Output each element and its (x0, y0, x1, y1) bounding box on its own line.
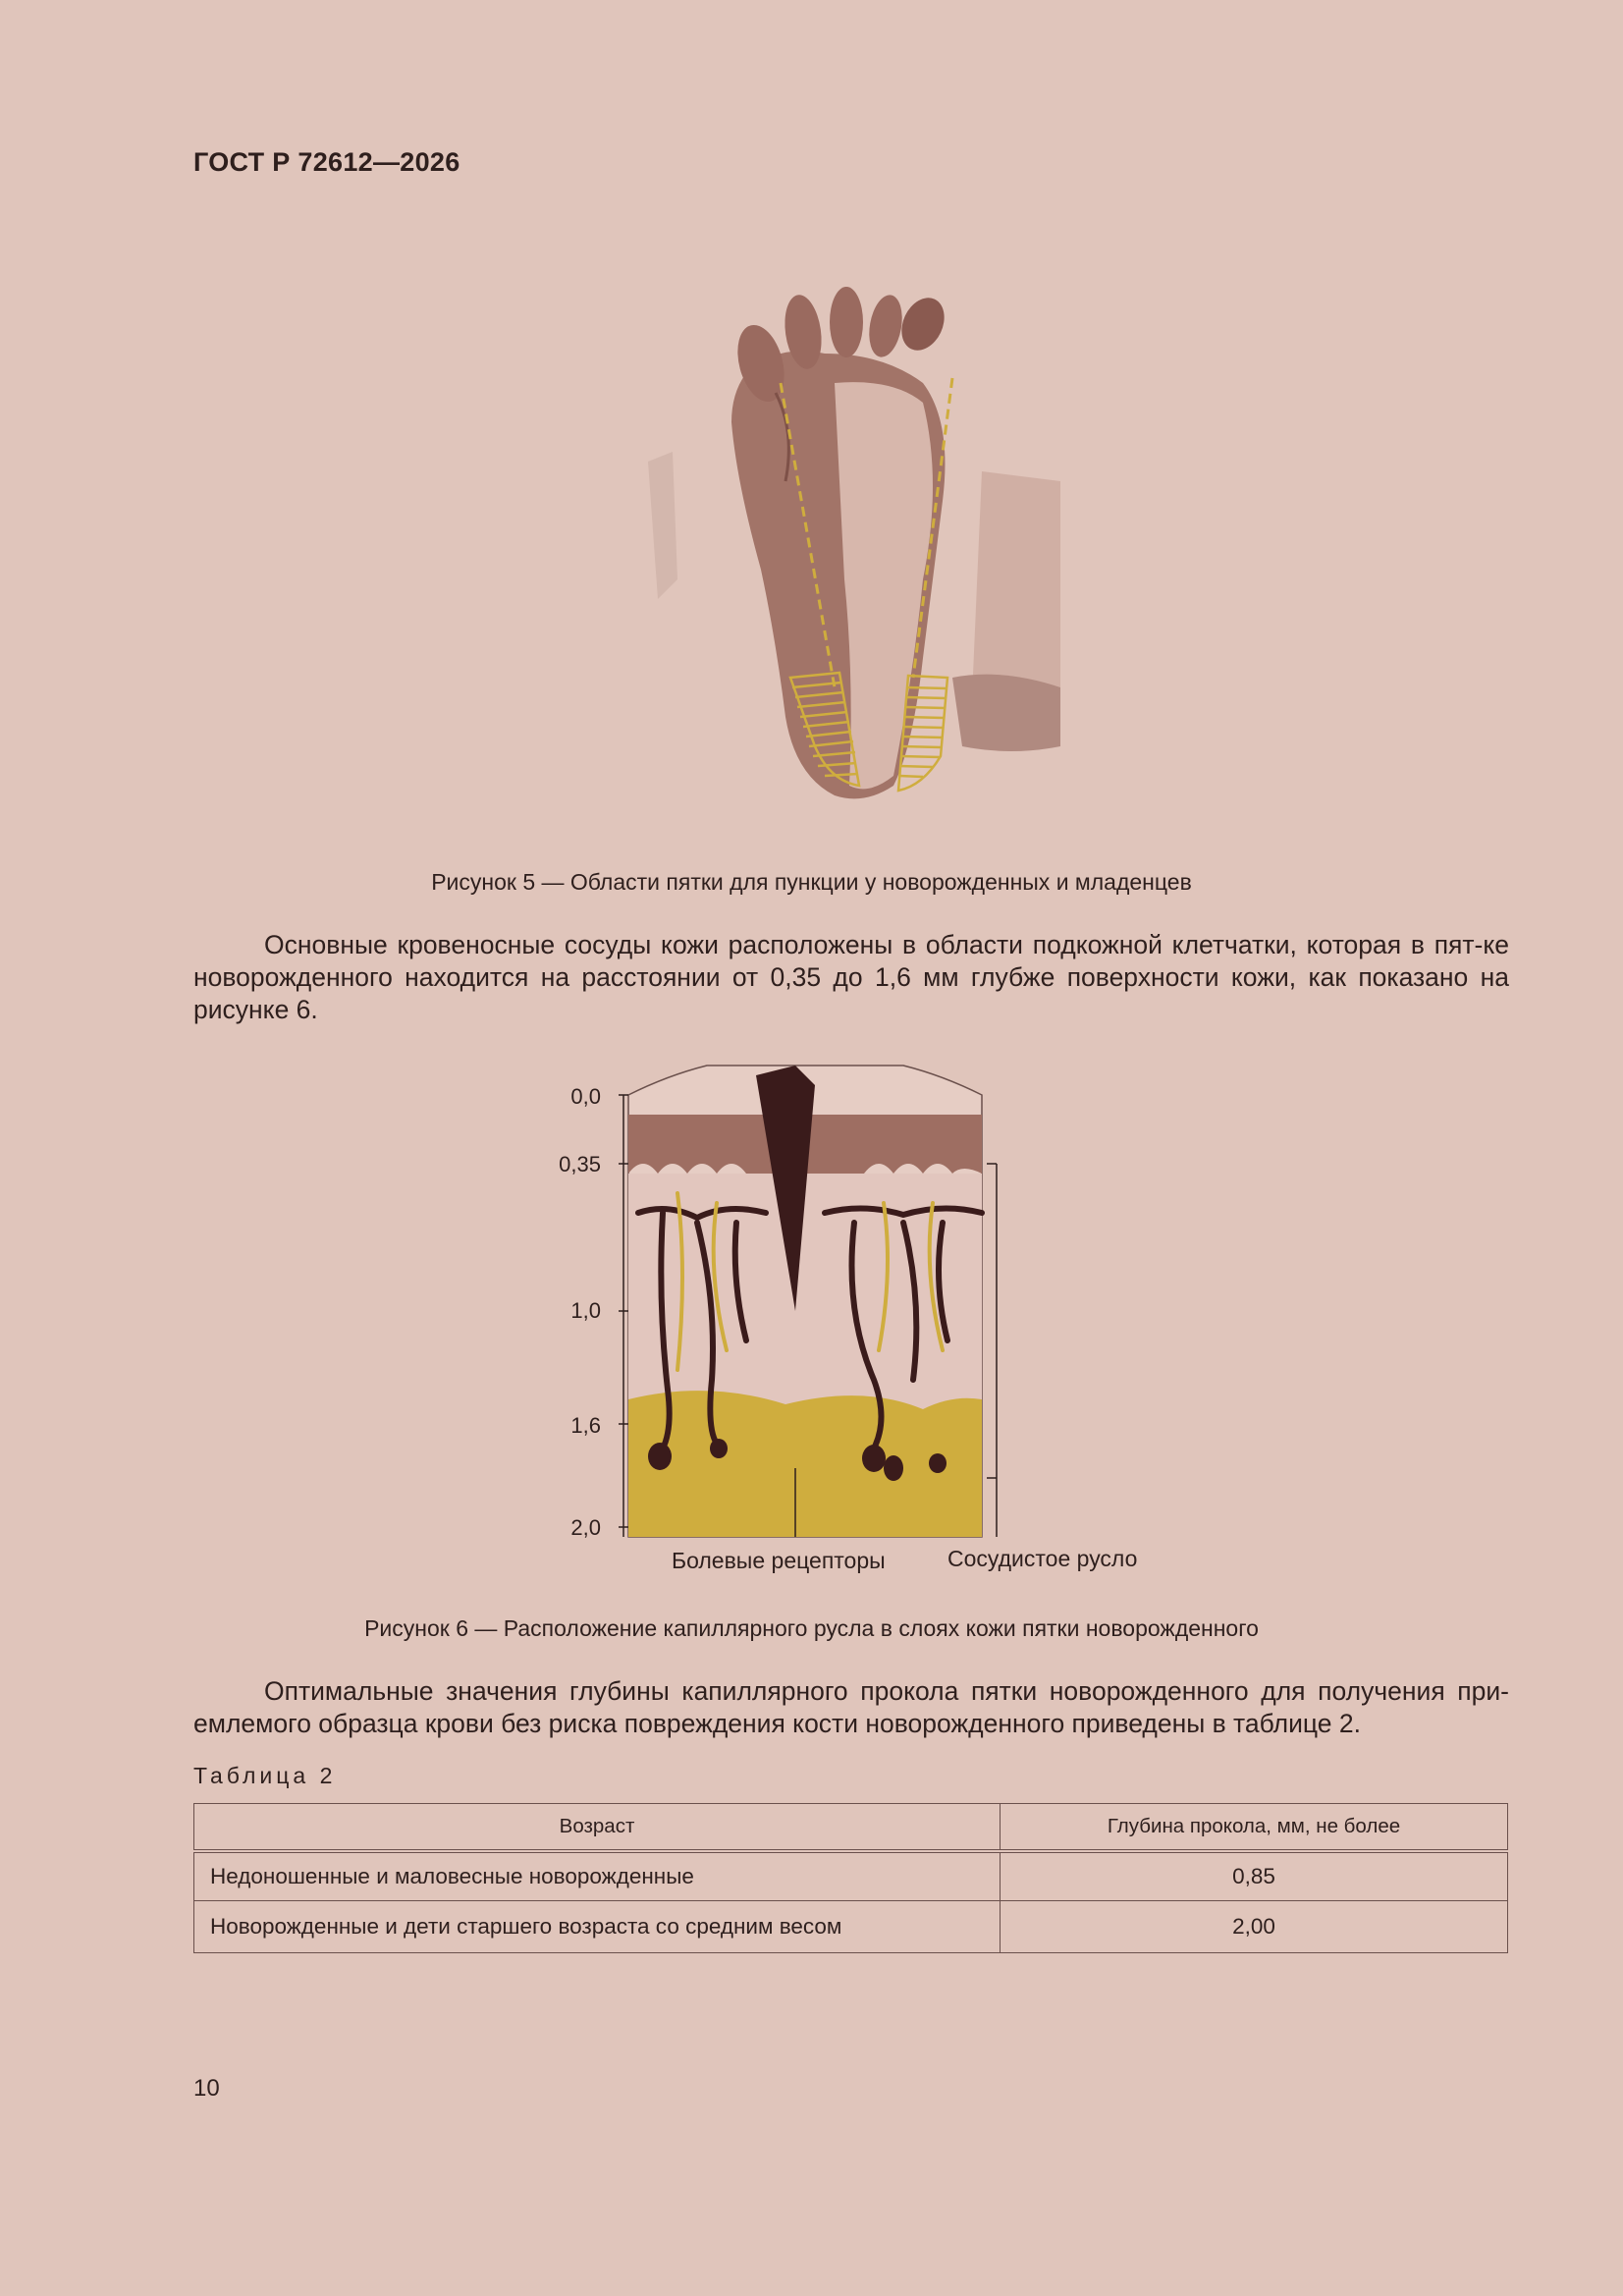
table-cell-age: Недоношенные и маловесные новорожденные (194, 1851, 1001, 1901)
table-cell-depth: 0,85 (1001, 1851, 1508, 1901)
depth-label-2: 1,0 (570, 1298, 601, 1323)
table-row (194, 1901, 1508, 1953)
figure6-skin-diagram (609, 1056, 1021, 1537)
paragraph-2-text: Оптимальные значения глубины капиллярного прокола пятки новорожденного для получения при-емлемого образца крови без риска повреждения кости новорожденного приведены в таблице 2. (193, 1676, 1509, 1738)
table-row (194, 1851, 1508, 1901)
table-header-row (194, 1804, 1508, 1852)
label-vascular-bed: Сосудистое русло (947, 1546, 1138, 1571)
figure6-caption: Рисунок 6 — Расположение капиллярного русла в слоях кожи пятки новорожденного (364, 1615, 1259, 1641)
document-header: ГОСТ Р 72612—2026 (193, 147, 460, 177)
depth-label-0: 0,0 (570, 1084, 601, 1109)
depth-label-1: 0,35 (559, 1152, 601, 1176)
depth-label-3: 1,6 (570, 1413, 601, 1438)
paragraph-1 (193, 929, 1509, 1026)
table-cell-depth: 2,00 (1001, 1901, 1508, 1953)
table-header-age: Возраст (194, 1804, 1001, 1852)
table-header-depth: Глубина прокола, мм, не более (1001, 1804, 1508, 1852)
table-label: Таблица 2 (193, 1763, 337, 1788)
label-pain-receptors: Болевые рецепторы (672, 1548, 886, 1573)
paragraph-2 (193, 1675, 1509, 1740)
depth-label-4: 2,0 (570, 1515, 601, 1540)
figure5-foot-illustration (628, 285, 1080, 815)
figure5-caption: Рисунок 5 — Области пятки для пункции у новорожденных и младенцев (431, 869, 1192, 895)
paragraph-1-text: Основные кровеносные сосуды кожи расположены в области подкожной клетчатки, которая в пят-ке новорожденного находится на расстоянии от 0,35 до 1,6 мм глубже поверхности кожи, как показано на рисунке 6. (193, 930, 1509, 1024)
table-cell-age: Новорожденные и дети старшего возраста со средним весом (194, 1901, 1001, 1953)
depth-table (193, 1803, 1508, 1953)
page-number: 10 (193, 2075, 220, 2102)
